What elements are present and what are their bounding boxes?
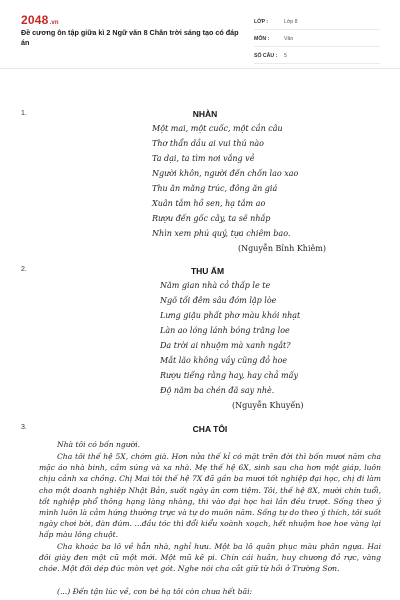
poem-line: Người khôn, người đến chốn lao xao bbox=[152, 169, 299, 178]
meta-value: 5 bbox=[284, 52, 287, 59]
poem-line: Năm gian nhà cỏ thấp le te bbox=[160, 281, 271, 290]
passage-paragraph: (...) Đến tận lúc về, con bé hạ tôi còn chưa hết bãi: bbox=[57, 587, 253, 596]
poem-line: Rượu đến gốc cây, ta sẽ nhắp bbox=[152, 214, 271, 223]
poem-line: Một mai, một cuốc, một cần câu bbox=[152, 124, 283, 133]
document-title: Đề cương ôn tập giữa kì 2 Ngữ văn 8 Chân trời sáng tạo có đáp án bbox=[21, 28, 239, 47]
meta-row-class bbox=[254, 14, 380, 30]
logo-main-text: 2048 bbox=[21, 13, 49, 27]
meta-label: SỐ CÂU : bbox=[254, 52, 278, 59]
passage-paragraph: Cha tôi thế hệ 5X, chớm già. Hơn nửa thế kỉ có mặt trên đời thì bốn mươi năm cha mặc áo nhà binh, cầm súng và xa nhà. Mẹ thế hệ 6X, sinh sau cha hơn một giáp, luôn chịu cảnh xa chồng. Chị Mai tôi thế hệ 7X đã gần ba mươi tốt nghiệp đại học, chị đi làm cho một doanh nghiệp Nhật Bản, suốt ngày ăn cơm tiệm. Tôi, thế hệ 8X, mười chín tuổi, tốt nghiệp phổ thông hạng làng nhàng, thi vào đại học hai lần đều trượt. Sống theo ý mình luôn là cảm hứng thường trực và tự do muôn năm. Sống tự do theo ý thích, tôi suốt ngày chơi bời, đàn đúm. ...đầu tóc thì đổi kiểu xoành xoạch, hết nhuộm hoe hoe vàng lại hấp màu lông chuột. bbox=[39, 452, 381, 540]
poem-line: Mắt lão không vầy cũng đỏ hoe bbox=[160, 356, 288, 365]
question-number: 3. bbox=[21, 424, 27, 431]
meta-label: LỚP : bbox=[254, 18, 269, 25]
question-number: 1. bbox=[21, 110, 27, 117]
poem-line: Lưng giậu phất phơ màu khói nhạt bbox=[160, 311, 301, 320]
poem-line: Thu ăn măng trúc, đông ăn giá bbox=[152, 184, 278, 193]
poem-line: Ta dại, ta tìm nơi vắng vẻ bbox=[152, 154, 255, 163]
poem-line: Độ năm ba chén đã say nhè. bbox=[160, 386, 275, 395]
document-meta bbox=[254, 14, 380, 64]
logo-sub-text: .vn bbox=[49, 20, 59, 26]
meta-row-count bbox=[254, 48, 380, 64]
poem-line: Ngõ tối đêm sâu đóm lập lòe bbox=[160, 296, 277, 305]
passage-title: CHA TÔI bbox=[192, 424, 228, 434]
passage-paragraph: Cha khoác ba lô về hẳn nhà, nghỉ hưu. Một ba lô quân phục màu phân ngựa. Hai đôi giày đen một cũ một mới. Một mũ kê pi. Chín cái huân, huy chương đỏ rực, vàng chóe. Một đôi dép đúc mòn vẹt gót. Nghe nói cha cắt giữ từ hồi ở Trường Sơn. bbox=[39, 542, 381, 574]
question-number: 2. bbox=[21, 266, 27, 273]
meta-label: MÔN : bbox=[254, 35, 270, 42]
poem-author: (Nguyễn Khuyến) bbox=[232, 401, 304, 410]
meta-value: Lớp 8 bbox=[284, 18, 298, 25]
poem-line: Xuân tắm hồ sen, hạ tắm ao bbox=[152, 199, 266, 208]
poem-line: Da trời ai nhuộm mà xanh ngắt? bbox=[160, 341, 291, 350]
meta-value: Văn bbox=[284, 35, 294, 42]
poem-line: Rượu tiếng rằng hay, hay chả mấy bbox=[160, 371, 299, 380]
meta-row-subject bbox=[254, 31, 380, 47]
poem-title: NHÀN bbox=[192, 109, 218, 119]
poem-line: Làn ao lóng lánh bóng trăng loe bbox=[160, 326, 290, 335]
document-header bbox=[0, 0, 400, 69]
site-logo[interactable] bbox=[21, 13, 59, 27]
passage-paragraph: Nhà tôi có bốn người. bbox=[57, 440, 141, 449]
poem-line: Nhìn xem phú quý, tựa chiêm bao. bbox=[152, 229, 291, 238]
poem-author: (Nguyễn Bỉnh Khiêm) bbox=[238, 244, 326, 253]
poem-line: Thơ thẩn dầu ai vui thú nào bbox=[152, 139, 264, 148]
poem-title: THU ẨM bbox=[190, 266, 225, 276]
